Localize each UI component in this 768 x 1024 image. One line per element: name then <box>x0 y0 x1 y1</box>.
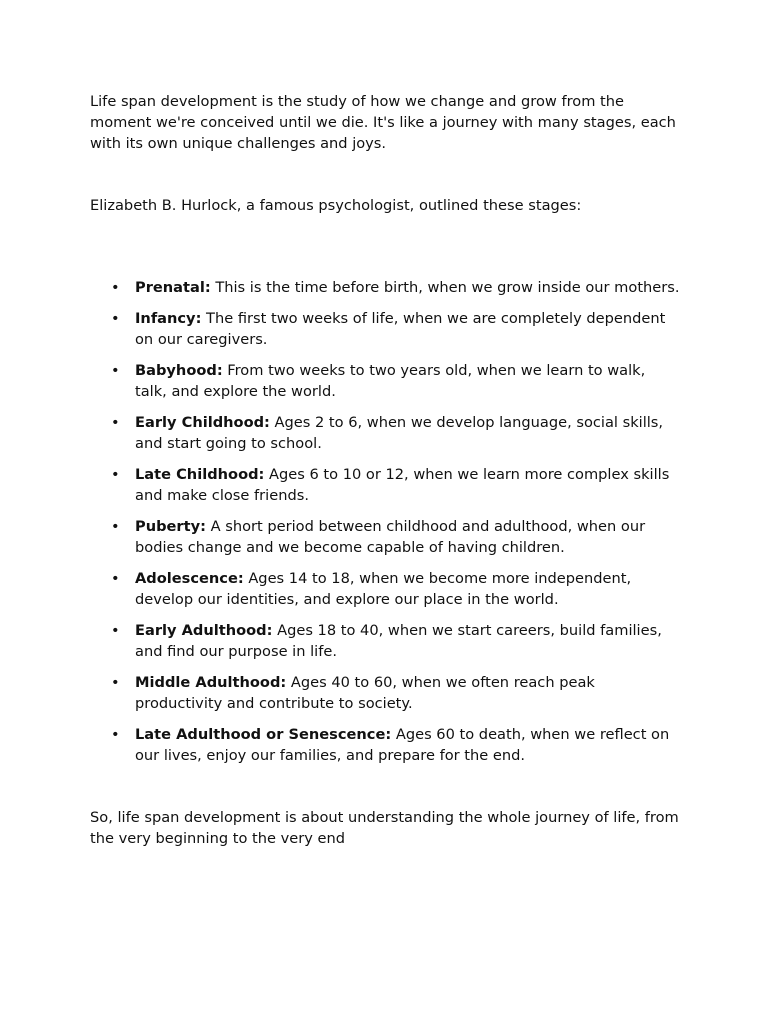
list-item <box>90 672 680 714</box>
list-item <box>90 724 680 766</box>
list-item <box>90 568 680 610</box>
bullet-icon: • <box>111 279 120 296</box>
list-item <box>90 516 680 558</box>
bullet-icon: • <box>111 622 120 639</box>
stage-description: A short period between childhood and adulthood, when our bodies change and we become capable of having children. <box>135 518 646 556</box>
stage-description: Ages 14 to 18, when we become more independent, develop our identities, and explore our place in the world. <box>135 570 632 608</box>
bullet-icon: • <box>111 362 120 379</box>
stage-term: Babyhood: <box>135 362 223 379</box>
list-item <box>90 464 680 506</box>
bullet-icon: • <box>111 310 120 327</box>
stage-description: The first two weeks of life, when we are completely dependent on our caregivers. <box>135 310 666 348</box>
intro-paragraph: Life span development is the study of how we change and grow from the moment we're conceived until we die. It's like a journey with many stages, each with its own unique challenges and joys. <box>90 93 676 152</box>
stage-description: Ages 6 to 10 or 12, when we learn more complex skills and make close friends. <box>135 466 670 504</box>
bullet-icon: • <box>111 466 120 483</box>
stage-term: Late Childhood: <box>135 466 265 483</box>
list-item <box>90 412 680 454</box>
list-item <box>90 308 680 350</box>
stages-list <box>90 277 680 766</box>
stage-term: Early Childhood: <box>135 414 270 431</box>
list-item <box>90 277 680 298</box>
list-item <box>90 360 680 402</box>
stage-term: Adolescence: <box>135 570 244 587</box>
bullet-icon: • <box>111 414 120 431</box>
stage-description: Ages 60 to death, when we reflect on our lives, enjoy our families, and prepare for the end. <box>135 726 670 764</box>
bullet-icon: • <box>111 726 120 743</box>
stage-term: Late Adulthood or Senescence: <box>135 726 392 743</box>
bullet-icon: • <box>111 674 120 691</box>
bullet-icon: • <box>111 518 120 535</box>
bullet-icon: • <box>111 570 120 587</box>
stage-description: Ages 18 to 40, when we start careers, build families, and find our purpose in life. <box>135 622 662 660</box>
stage-description: This is the time before birth, when we grow inside our mothers. <box>210 279 680 296</box>
stage-description: From two weeks to two years old, when we learn to walk, talk, and explore the world. <box>135 362 646 400</box>
document-page <box>90 91 680 849</box>
stage-description: Ages 40 to 60, when we often reach peak productivity and contribute to society. <box>135 674 595 712</box>
lead-paragraph: Elizabeth B. Hurlock, a famous psychologist, outlined these stages: <box>90 197 582 214</box>
stage-term: Prenatal: <box>135 279 211 296</box>
stage-term: Early Adulthood: <box>135 622 273 639</box>
stage-term: Middle Adulthood: <box>135 674 287 691</box>
closing-paragraph: So, life span development is about understanding the whole journey of life, from the very beginning to the very end <box>90 809 679 847</box>
stage-description: Ages 2 to 6, when we develop language, social skills, and start going to school. <box>135 414 664 452</box>
stage-term: Infancy: <box>135 310 202 327</box>
list-item <box>90 620 680 662</box>
stage-term: Puberty: <box>135 518 206 535</box>
